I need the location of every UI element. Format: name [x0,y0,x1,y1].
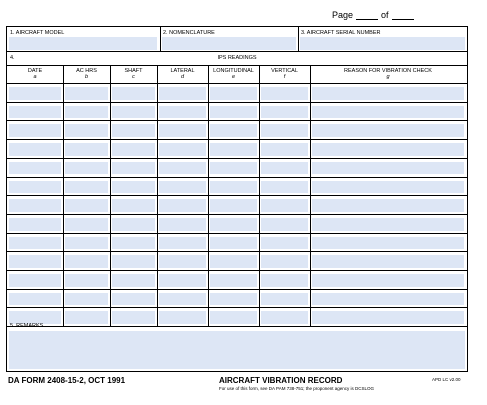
table-cell-field[interactable] [112,87,155,100]
remarks-label: 5. REMARKS [10,323,44,329]
column-label: LONGITUDINAL [213,68,254,74]
table-cell-field[interactable] [312,181,464,194]
column-letter: f [283,74,286,80]
table-cell-field[interactable] [112,274,155,287]
table-cell-field[interactable] [9,255,61,268]
aircraft-model-field[interactable] [9,37,157,50]
table-cell-field[interactable] [65,237,108,250]
column-header-longitudinal [208,68,259,80]
form-usage-note: For use of this form, see DA PAM 738-751; the proponent agency is DCSLOG [219,386,374,391]
table-cell-field[interactable] [312,255,464,268]
table-cell-field[interactable] [312,106,464,119]
table-cell-field[interactable] [312,274,464,287]
column-letter: c [132,74,135,80]
table-cell-field[interactable] [9,124,61,137]
table-cell-field[interactable] [112,311,155,324]
page-total-field[interactable] [392,9,414,20]
table-cell-field[interactable] [65,311,108,324]
table-cell-field[interactable] [9,162,61,175]
table-cell-field[interactable] [261,87,308,100]
table-cell-field[interactable] [261,162,308,175]
table-cell-field[interactable] [210,199,257,212]
table-cell-field[interactable] [112,162,155,175]
table-cell-field[interactable] [159,311,206,324]
table-cell-field[interactable] [210,87,257,100]
column-letter: e [231,74,236,80]
table-cell-field[interactable] [312,293,464,306]
table-cell-field[interactable] [210,293,257,306]
column-header-vertical [259,68,310,80]
table-cell-field[interactable] [159,218,206,231]
table-cell-field[interactable] [312,218,464,231]
table-cell-field[interactable] [261,311,308,324]
table-cell-field[interactable] [159,87,206,100]
page-number-field[interactable] [356,9,378,20]
page-of-label: of [381,10,389,20]
column-label: VERTICAL [271,68,298,74]
table-cell-field[interactable] [159,124,206,137]
table-cell-field[interactable] [65,293,108,306]
table-cell-field[interactable] [9,237,61,250]
form-version: APD LC v2.00 [432,377,461,382]
table-cell-field[interactable] [112,218,155,231]
column-header-shaft [110,68,157,80]
nomenclature-label: 2. NOMENCLATURE [163,30,215,36]
table-cell-field[interactable] [261,274,308,287]
column-letter: d [180,74,185,80]
table-cell-field[interactable] [261,106,308,119]
table-cell-field[interactable] [112,106,155,119]
table-cell-field[interactable] [112,255,155,268]
table-cell-field[interactable] [312,237,464,250]
table-cell-field[interactable] [261,124,308,137]
nomenclature-field[interactable] [162,37,296,50]
table-cell-field[interactable] [65,162,108,175]
table-cell-field[interactable] [210,274,257,287]
table-cell-field[interactable] [210,162,257,175]
column-label: SHAFT [124,68,143,74]
table-cell-field[interactable] [261,218,308,231]
table-cell-field[interactable] [261,255,308,268]
table-cell-field[interactable] [65,274,108,287]
table-cell-field[interactable] [159,199,206,212]
column-label: DATE [27,68,43,74]
table-cell-field[interactable] [9,143,61,156]
table-cell-field[interactable] [112,124,155,137]
aircraft-model-label: 1. AIRCRAFT MODEL [10,30,65,36]
ips-readings-title: IPS READINGS [217,55,257,61]
table-cell-field[interactable] [312,124,464,137]
table-cell-field[interactable] [65,181,108,194]
table-cell-field[interactable] [65,87,108,100]
table-cell-field[interactable] [210,181,257,194]
table-cell-field[interactable] [9,274,61,287]
table-cell-field[interactable] [65,143,108,156]
table-cell-field[interactable] [159,255,206,268]
table-cell-field[interactable] [9,199,61,212]
table-cell-field[interactable] [261,293,308,306]
table-cell-field[interactable] [312,162,464,175]
table-cell-field[interactable] [159,181,206,194]
vibration-record-form [6,26,468,372]
column-label: AC HRS [76,68,97,74]
table-cell-field[interactable] [9,181,61,194]
table-cell-field[interactable] [65,199,108,212]
table-cell-field[interactable] [210,143,257,156]
form-id: DA FORM 2408-15-2, OCT 1991 [8,376,126,385]
table-cell-field[interactable] [312,311,464,324]
remarks-field[interactable] [9,331,465,369]
table-cell-field[interactable] [210,311,257,324]
table-cell-field[interactable] [65,255,108,268]
table-cell-field[interactable] [112,143,155,156]
table-cell-field[interactable] [9,293,61,306]
table-cell-field[interactable] [65,124,108,137]
table-cell-field[interactable] [112,237,155,250]
column-header-reason-for-vibration-check [310,68,466,80]
table-cell-field[interactable] [9,87,61,100]
table-cell-field[interactable] [261,199,308,212]
page-number-line [332,9,414,20]
column-label: LATERAL [170,68,195,74]
table-cell-field[interactable] [159,106,206,119]
table-cell-field[interactable] [210,237,257,250]
table-cell-field[interactable] [159,293,206,306]
table-cell-field[interactable] [112,199,155,212]
column-letter: g [386,74,390,80]
column-header-date [7,68,63,80]
table-cell-field[interactable] [9,218,61,231]
serial-number-field[interactable] [300,37,465,50]
form-title: AIRCRAFT VIBRATION RECORD [219,376,343,385]
table-cell-field[interactable] [312,143,464,156]
table-cell-field[interactable] [112,181,155,194]
table-cell-field[interactable] [210,124,257,137]
serial-number-label: 3. AIRCRAFT SERIAL NUMBER [301,30,381,36]
table-cell-field[interactable] [312,87,464,100]
table-cell-field[interactable] [261,143,308,156]
column-letter: a [33,74,37,80]
table-cell-field[interactable] [159,237,206,250]
table-cell-field[interactable] [210,106,257,119]
table-cell-field[interactable] [65,106,108,119]
table-cell-field[interactable] [159,162,206,175]
column-letter: b [84,74,89,80]
table-cell-field[interactable] [9,106,61,119]
column-header-ac-hrs [63,68,110,80]
column-header-lateral [157,68,208,80]
table-cell-field[interactable] [112,293,155,306]
table-cell-field[interactable] [312,199,464,212]
table-cell-field[interactable] [159,274,206,287]
table-cell-field[interactable] [261,181,308,194]
table-cell-field[interactable] [210,218,257,231]
table-cell-field[interactable] [65,218,108,231]
field-4-label: 4. [10,55,15,61]
table-cell-field[interactable] [159,143,206,156]
table-cell-field[interactable] [210,255,257,268]
page-label: Page [332,10,354,20]
column-label: REASON FOR VIBRATION CHECK [344,68,432,74]
table-cell-field[interactable] [261,237,308,250]
